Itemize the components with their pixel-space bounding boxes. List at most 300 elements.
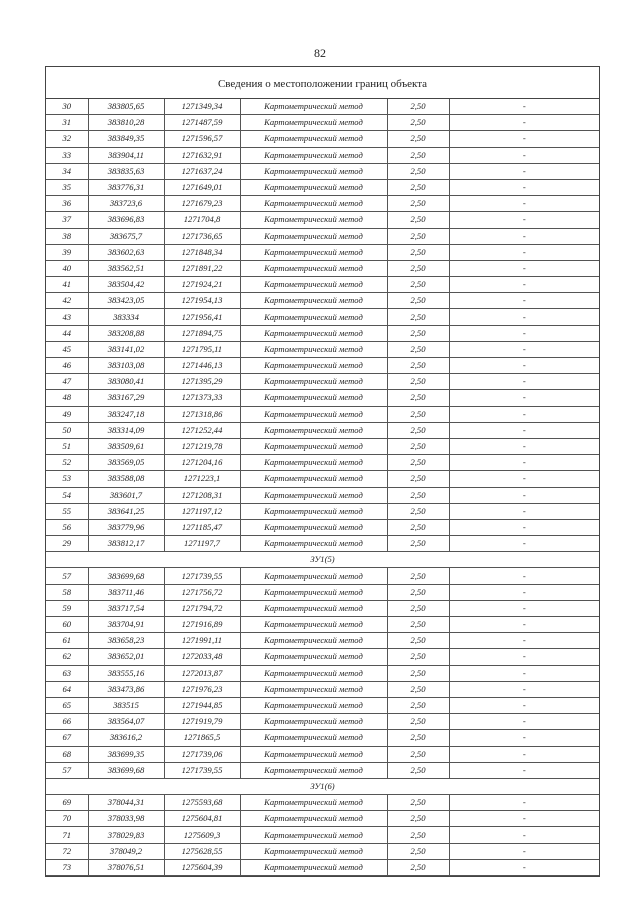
description-cell: - <box>449 374 599 390</box>
method-cell: Картометрический метод <box>240 147 387 163</box>
description-cell: - <box>449 649 599 665</box>
description-cell: - <box>449 390 599 406</box>
precision-cell: 2,50 <box>387 471 449 487</box>
precision-cell: 2,50 <box>387 179 449 195</box>
table-row <box>46 730 599 746</box>
description-cell: - <box>449 730 599 746</box>
table-row <box>46 455 599 471</box>
y-coordinate-cell: 1271919,79 <box>164 714 240 730</box>
x-coordinate-cell: 383080,41 <box>88 374 164 390</box>
method-cell: Картометрический метод <box>240 244 387 260</box>
precision-cell: 2,50 <box>387 147 449 163</box>
precision-cell: 2,50 <box>387 811 449 827</box>
coordinates-table <box>46 99 599 876</box>
method-cell: Картометрический метод <box>240 584 387 600</box>
precision-cell: 2,50 <box>387 730 449 746</box>
precision-cell: 2,50 <box>387 859 449 875</box>
method-cell: Картометрический метод <box>240 811 387 827</box>
method-cell: Картометрический метод <box>240 455 387 471</box>
point-number-cell: 68 <box>46 746 88 762</box>
y-coordinate-cell: 1271596,57 <box>164 131 240 147</box>
precision-cell: 2,50 <box>387 212 449 228</box>
point-number-cell: 71 <box>46 827 88 843</box>
y-coordinate-cell: 1271704,8 <box>164 212 240 228</box>
method-cell: Картометрический метод <box>240 617 387 633</box>
method-cell: Картометрический метод <box>240 536 387 552</box>
x-coordinate-cell: 383704,91 <box>88 617 164 633</box>
table-row <box>46 374 599 390</box>
point-number-cell: 61 <box>46 633 88 649</box>
y-coordinate-cell: 1271197,12 <box>164 503 240 519</box>
point-number-cell: 36 <box>46 196 88 212</box>
point-number-cell: 55 <box>46 503 88 519</box>
method-cell: Картометрический метод <box>240 406 387 422</box>
y-coordinate-cell: 1271924,21 <box>164 277 240 293</box>
y-coordinate-cell: 1271373,33 <box>164 390 240 406</box>
table-row <box>46 665 599 681</box>
y-coordinate-cell: 1271739,55 <box>164 762 240 778</box>
precision-cell: 2,50 <box>387 600 449 616</box>
description-cell: - <box>449 536 599 552</box>
method-cell: Картометрический метод <box>240 730 387 746</box>
description-cell: - <box>449 584 599 600</box>
point-number-cell: 66 <box>46 714 88 730</box>
table-row <box>46 617 599 633</box>
method-cell: Картометрический метод <box>240 762 387 778</box>
x-coordinate-cell: 383569,05 <box>88 455 164 471</box>
x-coordinate-cell: 383423,05 <box>88 293 164 309</box>
point-number-cell: 52 <box>46 455 88 471</box>
method-cell: Картометрический метод <box>240 697 387 713</box>
y-coordinate-cell: 1271954,13 <box>164 293 240 309</box>
table-row <box>46 503 599 519</box>
method-cell: Картометрический метод <box>240 358 387 374</box>
table-row <box>46 325 599 341</box>
method-cell: Картометрический метод <box>240 277 387 293</box>
section-label: ЗУ1(5) <box>46 552 599 568</box>
description-cell: - <box>449 568 599 584</box>
precision-cell: 2,50 <box>387 115 449 131</box>
x-coordinate-cell: 383904,11 <box>88 147 164 163</box>
section-header-row <box>46 778 599 794</box>
y-coordinate-cell: 1271944,85 <box>164 697 240 713</box>
table-row <box>46 568 599 584</box>
x-coordinate-cell: 383602,63 <box>88 244 164 260</box>
table-row <box>46 260 599 276</box>
y-coordinate-cell: 1275604,81 <box>164 811 240 827</box>
precision-cell: 2,50 <box>387 438 449 454</box>
y-coordinate-cell: 1271318,86 <box>164 406 240 422</box>
x-coordinate-cell: 378044,31 <box>88 795 164 811</box>
method-cell: Картометрический метод <box>240 374 387 390</box>
x-coordinate-cell: 383515 <box>88 697 164 713</box>
y-coordinate-cell: 1271446,13 <box>164 358 240 374</box>
method-cell: Картометрический метод <box>240 665 387 681</box>
x-coordinate-cell: 383616,2 <box>88 730 164 746</box>
precision-cell: 2,50 <box>387 196 449 212</box>
method-cell: Картометрический метод <box>240 471 387 487</box>
description-cell: - <box>449 455 599 471</box>
table-row <box>46 163 599 179</box>
table-row <box>46 811 599 827</box>
y-coordinate-cell: 1271865,5 <box>164 730 240 746</box>
x-coordinate-cell: 383509,61 <box>88 438 164 454</box>
x-coordinate-cell: 383167,29 <box>88 390 164 406</box>
description-cell: - <box>449 163 599 179</box>
precision-cell: 2,50 <box>387 244 449 260</box>
precision-cell: 2,50 <box>387 697 449 713</box>
x-coordinate-cell: 383208,88 <box>88 325 164 341</box>
precision-cell: 2,50 <box>387 358 449 374</box>
description-cell: - <box>449 422 599 438</box>
precision-cell: 2,50 <box>387 341 449 357</box>
y-coordinate-cell: 1271991,11 <box>164 633 240 649</box>
precision-cell: 2,50 <box>387 406 449 422</box>
point-number-cell: 30 <box>46 99 88 115</box>
method-cell: Картометрический метод <box>240 99 387 115</box>
x-coordinate-cell: 383652,01 <box>88 649 164 665</box>
method-cell: Картометрический метод <box>240 260 387 276</box>
point-number-cell: 41 <box>46 277 88 293</box>
precision-cell: 2,50 <box>387 681 449 697</box>
x-coordinate-cell: 378076,51 <box>88 859 164 875</box>
y-coordinate-cell: 1271395,29 <box>164 374 240 390</box>
x-coordinate-cell: 383699,68 <box>88 762 164 778</box>
y-coordinate-cell: 1271649,01 <box>164 179 240 195</box>
table-row <box>46 584 599 600</box>
table-row <box>46 179 599 195</box>
table-row <box>46 244 599 260</box>
description-cell: - <box>449 697 599 713</box>
table-row <box>46 697 599 713</box>
y-coordinate-cell: 1271197,7 <box>164 536 240 552</box>
x-coordinate-cell: 383675,7 <box>88 228 164 244</box>
point-number-cell: 39 <box>46 244 88 260</box>
x-coordinate-cell: 383334 <box>88 309 164 325</box>
coordinates-table-body <box>46 99 599 876</box>
x-coordinate-cell: 383779,96 <box>88 519 164 535</box>
point-number-cell: 57 <box>46 762 88 778</box>
table-row <box>46 471 599 487</box>
x-coordinate-cell: 383699,68 <box>88 568 164 584</box>
point-number-cell: 57 <box>46 568 88 584</box>
x-coordinate-cell: 383473,86 <box>88 681 164 697</box>
description-cell: - <box>449 341 599 357</box>
description-cell: - <box>449 212 599 228</box>
x-coordinate-cell: 383564,07 <box>88 714 164 730</box>
table-row <box>46 341 599 357</box>
method-cell: Картометрический метод <box>240 390 387 406</box>
x-coordinate-cell: 383555,16 <box>88 665 164 681</box>
y-coordinate-cell: 1271976,23 <box>164 681 240 697</box>
y-coordinate-cell: 1271208,31 <box>164 487 240 503</box>
precision-cell: 2,50 <box>387 665 449 681</box>
point-number-cell: 35 <box>46 179 88 195</box>
method-cell: Картометрический метод <box>240 795 387 811</box>
table-row <box>46 633 599 649</box>
table-row <box>46 212 599 228</box>
precision-cell: 2,50 <box>387 487 449 503</box>
description-cell: - <box>449 714 599 730</box>
table-row <box>46 293 599 309</box>
method-cell: Картометрический метод <box>240 714 387 730</box>
point-number-cell: 38 <box>46 228 88 244</box>
point-number-cell: 50 <box>46 422 88 438</box>
x-coordinate-cell: 383641,25 <box>88 503 164 519</box>
point-number-cell: 44 <box>46 325 88 341</box>
point-number-cell: 58 <box>46 584 88 600</box>
section-label: ЗУ1(6) <box>46 778 599 794</box>
y-coordinate-cell: 1271916,89 <box>164 617 240 633</box>
point-number-cell: 60 <box>46 617 88 633</box>
description-cell: - <box>449 277 599 293</box>
table-row <box>46 99 599 115</box>
description-cell: - <box>449 681 599 697</box>
point-number-cell: 64 <box>46 681 88 697</box>
y-coordinate-cell: 1271487,59 <box>164 115 240 131</box>
point-number-cell: 32 <box>46 131 88 147</box>
point-number-cell: 45 <box>46 341 88 357</box>
point-number-cell: 46 <box>46 358 88 374</box>
table-row <box>46 422 599 438</box>
precision-cell: 2,50 <box>387 163 449 179</box>
point-number-cell: 51 <box>46 438 88 454</box>
point-number-cell: 56 <box>46 519 88 535</box>
method-cell: Картометрический метод <box>240 438 387 454</box>
precision-cell: 2,50 <box>387 536 449 552</box>
table-row <box>46 600 599 616</box>
description-cell: - <box>449 600 599 616</box>
precision-cell: 2,50 <box>387 503 449 519</box>
method-cell: Картометрический метод <box>240 746 387 762</box>
precision-cell: 2,50 <box>387 422 449 438</box>
point-number-cell: 33 <box>46 147 88 163</box>
description-cell: - <box>449 147 599 163</box>
y-coordinate-cell: 1271848,34 <box>164 244 240 260</box>
x-coordinate-cell: 383699,35 <box>88 746 164 762</box>
x-coordinate-cell: 383103,08 <box>88 358 164 374</box>
table-row <box>46 228 599 244</box>
precision-cell: 2,50 <box>387 455 449 471</box>
x-coordinate-cell: 383562,51 <box>88 260 164 276</box>
point-number-cell: 69 <box>46 795 88 811</box>
table-row <box>46 536 599 552</box>
point-number-cell: 62 <box>46 649 88 665</box>
precision-cell: 2,50 <box>387 746 449 762</box>
x-coordinate-cell: 383504,42 <box>88 277 164 293</box>
table-row <box>46 115 599 131</box>
precision-cell: 2,50 <box>387 827 449 843</box>
y-coordinate-cell: 1271894,75 <box>164 325 240 341</box>
y-coordinate-cell: 1271736,65 <box>164 228 240 244</box>
precision-cell: 2,50 <box>387 309 449 325</box>
point-number-cell: 54 <box>46 487 88 503</box>
point-number-cell: 42 <box>46 293 88 309</box>
table-row <box>46 277 599 293</box>
method-cell: Картометрический метод <box>240 422 387 438</box>
precision-cell: 2,50 <box>387 617 449 633</box>
y-coordinate-cell: 1275593,68 <box>164 795 240 811</box>
precision-cell: 2,50 <box>387 260 449 276</box>
table-row <box>46 438 599 454</box>
y-coordinate-cell: 1275628,55 <box>164 843 240 859</box>
description-cell: - <box>449 503 599 519</box>
description-cell: - <box>449 293 599 309</box>
precision-cell: 2,50 <box>387 390 449 406</box>
point-number-cell: 43 <box>46 309 88 325</box>
x-coordinate-cell: 383696,83 <box>88 212 164 228</box>
y-coordinate-cell: 1271632,91 <box>164 147 240 163</box>
description-cell: - <box>449 762 599 778</box>
description-cell: - <box>449 633 599 649</box>
table-row <box>46 681 599 697</box>
precision-cell: 2,50 <box>387 762 449 778</box>
point-number-cell: 67 <box>46 730 88 746</box>
precision-cell: 2,50 <box>387 277 449 293</box>
section-header-row <box>46 552 599 568</box>
method-cell: Картометрический метод <box>240 115 387 131</box>
x-coordinate-cell: 378029,83 <box>88 827 164 843</box>
table-row <box>46 390 599 406</box>
method-cell: Картометрический метод <box>240 196 387 212</box>
point-number-cell: 72 <box>46 843 88 859</box>
method-cell: Картометрический метод <box>240 859 387 875</box>
point-number-cell: 73 <box>46 859 88 875</box>
x-coordinate-cell: 383588,08 <box>88 471 164 487</box>
method-cell: Картометрический метод <box>240 568 387 584</box>
precision-cell: 2,50 <box>387 843 449 859</box>
y-coordinate-cell: 1271349,34 <box>164 99 240 115</box>
point-number-cell: 37 <box>46 212 88 228</box>
description-cell: - <box>449 487 599 503</box>
y-coordinate-cell: 1271637,24 <box>164 163 240 179</box>
method-cell: Картометрический метод <box>240 179 387 195</box>
method-cell: Картометрический метод <box>240 341 387 357</box>
x-coordinate-cell: 383247,18 <box>88 406 164 422</box>
table-row <box>46 196 599 212</box>
precision-cell: 2,50 <box>387 714 449 730</box>
description-cell: - <box>449 244 599 260</box>
x-coordinate-cell: 383658,23 <box>88 633 164 649</box>
description-cell: - <box>449 438 599 454</box>
method-cell: Картометрический метод <box>240 649 387 665</box>
table-row <box>46 827 599 843</box>
method-cell: Картометрический метод <box>240 309 387 325</box>
x-coordinate-cell: 383601,7 <box>88 487 164 503</box>
method-cell: Картометрический метод <box>240 131 387 147</box>
precision-cell: 2,50 <box>387 584 449 600</box>
y-coordinate-cell: 1271891,22 <box>164 260 240 276</box>
method-cell: Картометрический метод <box>240 519 387 535</box>
precision-cell: 2,50 <box>387 99 449 115</box>
description-cell: - <box>449 131 599 147</box>
x-coordinate-cell: 383805,65 <box>88 99 164 115</box>
description-cell: - <box>449 827 599 843</box>
x-coordinate-cell: 383141,02 <box>88 341 164 357</box>
x-coordinate-cell: 383711,46 <box>88 584 164 600</box>
method-cell: Картометрический метод <box>240 503 387 519</box>
y-coordinate-cell: 1271739,06 <box>164 746 240 762</box>
description-cell: - <box>449 665 599 681</box>
y-coordinate-cell: 1271204,16 <box>164 455 240 471</box>
description-cell: - <box>449 196 599 212</box>
description-cell: - <box>449 115 599 131</box>
precision-cell: 2,50 <box>387 633 449 649</box>
method-cell: Картометрический метод <box>240 681 387 697</box>
description-cell: - <box>449 843 599 859</box>
description-cell: - <box>449 406 599 422</box>
description-cell: - <box>449 325 599 341</box>
point-number-cell: 53 <box>46 471 88 487</box>
point-number-cell: 34 <box>46 163 88 179</box>
precision-cell: 2,50 <box>387 325 449 341</box>
precision-cell: 2,50 <box>387 374 449 390</box>
table-row <box>46 406 599 422</box>
table-caption: Сведения о местоположении границ объекта <box>46 67 599 99</box>
table-row <box>46 714 599 730</box>
precision-cell: 2,50 <box>387 795 449 811</box>
x-coordinate-cell: 383717,54 <box>88 600 164 616</box>
precision-cell: 2,50 <box>387 519 449 535</box>
precision-cell: 2,50 <box>387 131 449 147</box>
method-cell: Картометрический метод <box>240 487 387 503</box>
x-coordinate-cell: 383776,31 <box>88 179 164 195</box>
y-coordinate-cell: 1275609,3 <box>164 827 240 843</box>
boundary-table-sheet <box>45 66 600 877</box>
table-row <box>46 358 599 374</box>
point-number-cell: 70 <box>46 811 88 827</box>
point-number-cell: 65 <box>46 697 88 713</box>
point-number-cell: 40 <box>46 260 88 276</box>
method-cell: Картометрический метод <box>240 325 387 341</box>
table-row <box>46 843 599 859</box>
description-cell: - <box>449 811 599 827</box>
y-coordinate-cell: 1271795,11 <box>164 341 240 357</box>
table-row <box>46 131 599 147</box>
x-coordinate-cell: 383723,6 <box>88 196 164 212</box>
y-coordinate-cell: 1271223,1 <box>164 471 240 487</box>
table-row <box>46 147 599 163</box>
point-number-cell: 31 <box>46 115 88 131</box>
point-number-cell: 47 <box>46 374 88 390</box>
table-row <box>46 795 599 811</box>
x-coordinate-cell: 378049,2 <box>88 843 164 859</box>
y-coordinate-cell: 1271739,55 <box>164 568 240 584</box>
page-number: 82 <box>314 46 326 60</box>
table-row <box>46 746 599 762</box>
description-cell: - <box>449 260 599 276</box>
table-row <box>46 762 599 778</box>
x-coordinate-cell: 383835,63 <box>88 163 164 179</box>
precision-cell: 2,50 <box>387 568 449 584</box>
y-coordinate-cell: 1271252,44 <box>164 422 240 438</box>
description-cell: - <box>449 746 599 762</box>
method-cell: Картометрический метод <box>240 843 387 859</box>
x-coordinate-cell: 378033,98 <box>88 811 164 827</box>
description-cell: - <box>449 228 599 244</box>
y-coordinate-cell: 1271956,41 <box>164 309 240 325</box>
description-cell: - <box>449 859 599 875</box>
table-row <box>46 487 599 503</box>
description-cell: - <box>449 179 599 195</box>
x-coordinate-cell: 383849,35 <box>88 131 164 147</box>
table-row <box>46 649 599 665</box>
y-coordinate-cell: 1271185,47 <box>164 519 240 535</box>
description-cell: - <box>449 519 599 535</box>
table-row <box>46 519 599 535</box>
table-row <box>46 309 599 325</box>
table-row <box>46 859 599 875</box>
